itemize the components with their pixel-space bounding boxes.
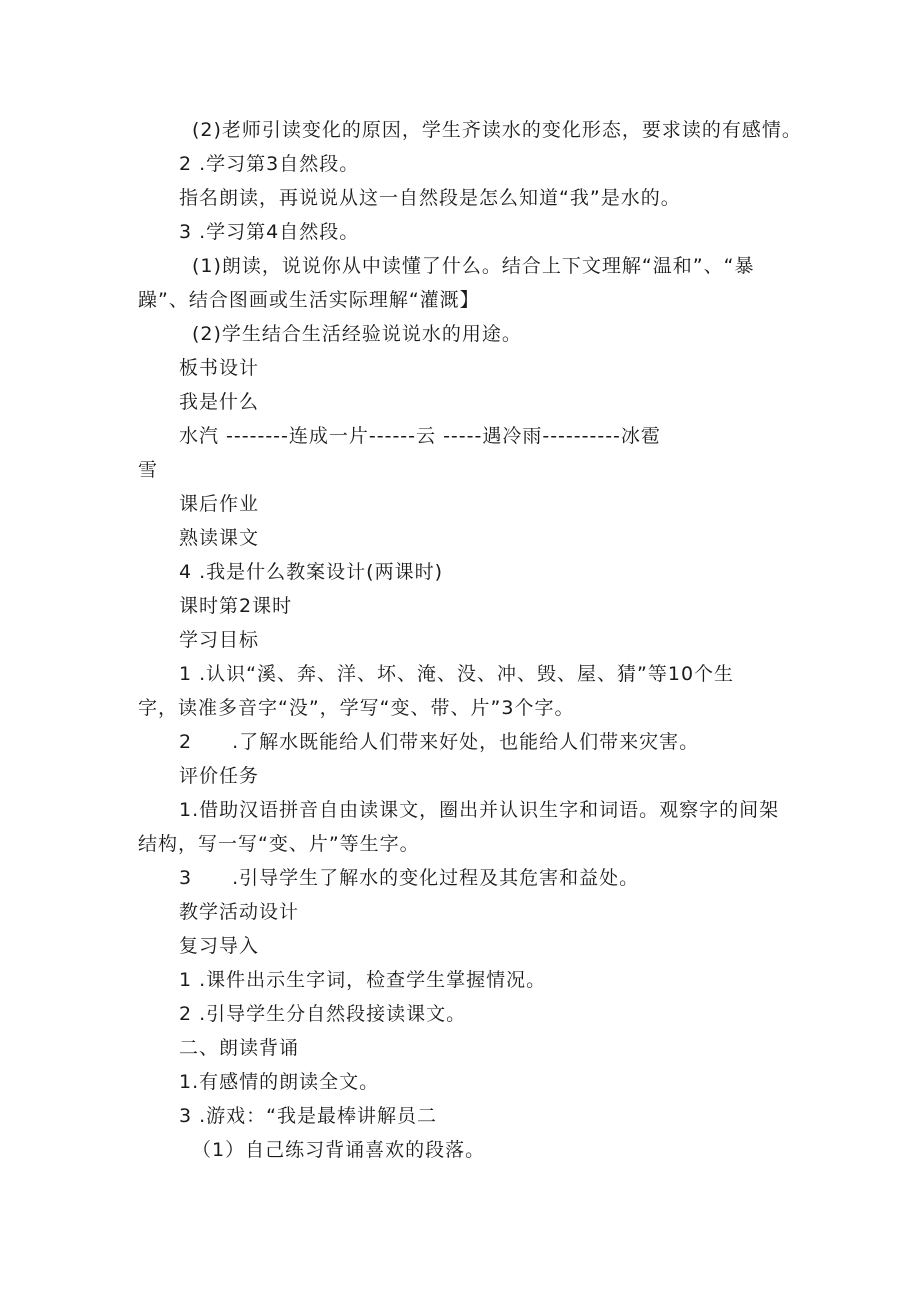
paragraph-line: (2)学生结合生活经验说说水的用途。 bbox=[192, 323, 522, 345]
section-heading: 学习目标 bbox=[179, 629, 260, 651]
paragraph-line: 指名朗读，再说说从这一自然段是怎么知道“我”是水的。 bbox=[179, 187, 681, 209]
section-heading: 课后作业 bbox=[179, 493, 260, 515]
section-heading: 教学活动设计 bbox=[179, 901, 300, 923]
paragraph-line: 1 .课件出示生字词，检查学生掌握情况。 bbox=[179, 969, 547, 991]
paragraph-line: 3 .游戏：“我是最棒讲解员二 bbox=[179, 1105, 438, 1127]
board-flow-line: 水汽 --------连成一片------云 -----遇冷雨----------冰雹 bbox=[179, 425, 661, 447]
paragraph-line: 结构，写一写“变、片”等生字。 bbox=[138, 833, 420, 855]
paragraph-line: 躁”、结合图画或生活实际理解“灌溉】 bbox=[138, 289, 480, 311]
paragraph-line: 3 .引导学生了解水的变化过程及其危害和益处。 bbox=[179, 867, 640, 889]
lesson-period: 课时第2课时 bbox=[179, 595, 293, 617]
paragraph-line: 2 .引导学生分自然段接读课文。 bbox=[179, 1003, 467, 1025]
numbered-heading: 3 .学习第4自然段。 bbox=[179, 221, 360, 243]
paragraph-line: 1 .认识“溪、奔、洋、坏、淹、没、冲、毁、屋、猜”等10个生 bbox=[179, 663, 735, 685]
paragraph-line: 1.有感情的朗读全文。 bbox=[179, 1071, 380, 1093]
section-heading: 复习导入 bbox=[179, 935, 260, 957]
paragraph-line: 字，读准多音字“没”，学写“变、带、片”3个字。 bbox=[138, 697, 575, 719]
paragraph-line: 2 .了解水既能给人们带来好处，也能给人们带来灾害。 bbox=[179, 731, 700, 753]
paragraph-line: (1)朗读，说说你从中读懂了什么。结合上下文理解“温和”、“暴 bbox=[192, 255, 755, 277]
paragraph-line: 熟读课文 bbox=[179, 527, 260, 549]
section-heading: 板书设计 bbox=[179, 357, 260, 379]
board-title: 我是什么 bbox=[179, 391, 260, 413]
paragraph-line: 1.借助汉语拼音自由读课文，圈出并认识生字和词语。观察字的间架 bbox=[179, 799, 780, 821]
numbered-heading: 2 .学习第3自然段。 bbox=[179, 153, 360, 175]
paragraph-line: (2)老师引读变化的原因，学生齐读水的变化形态，要求读的有感情。 bbox=[192, 119, 802, 141]
paragraph-line: （1）自己练习背诵喜欢的段落。 bbox=[192, 1139, 486, 1161]
section-heading: 评价任务 bbox=[179, 765, 260, 787]
board-flow-line: 雪 bbox=[138, 459, 159, 481]
section-heading: 二、朗读背诵 bbox=[179, 1037, 300, 1059]
lesson-title: 4 .我是什么教案设计(两课时) bbox=[179, 561, 443, 583]
